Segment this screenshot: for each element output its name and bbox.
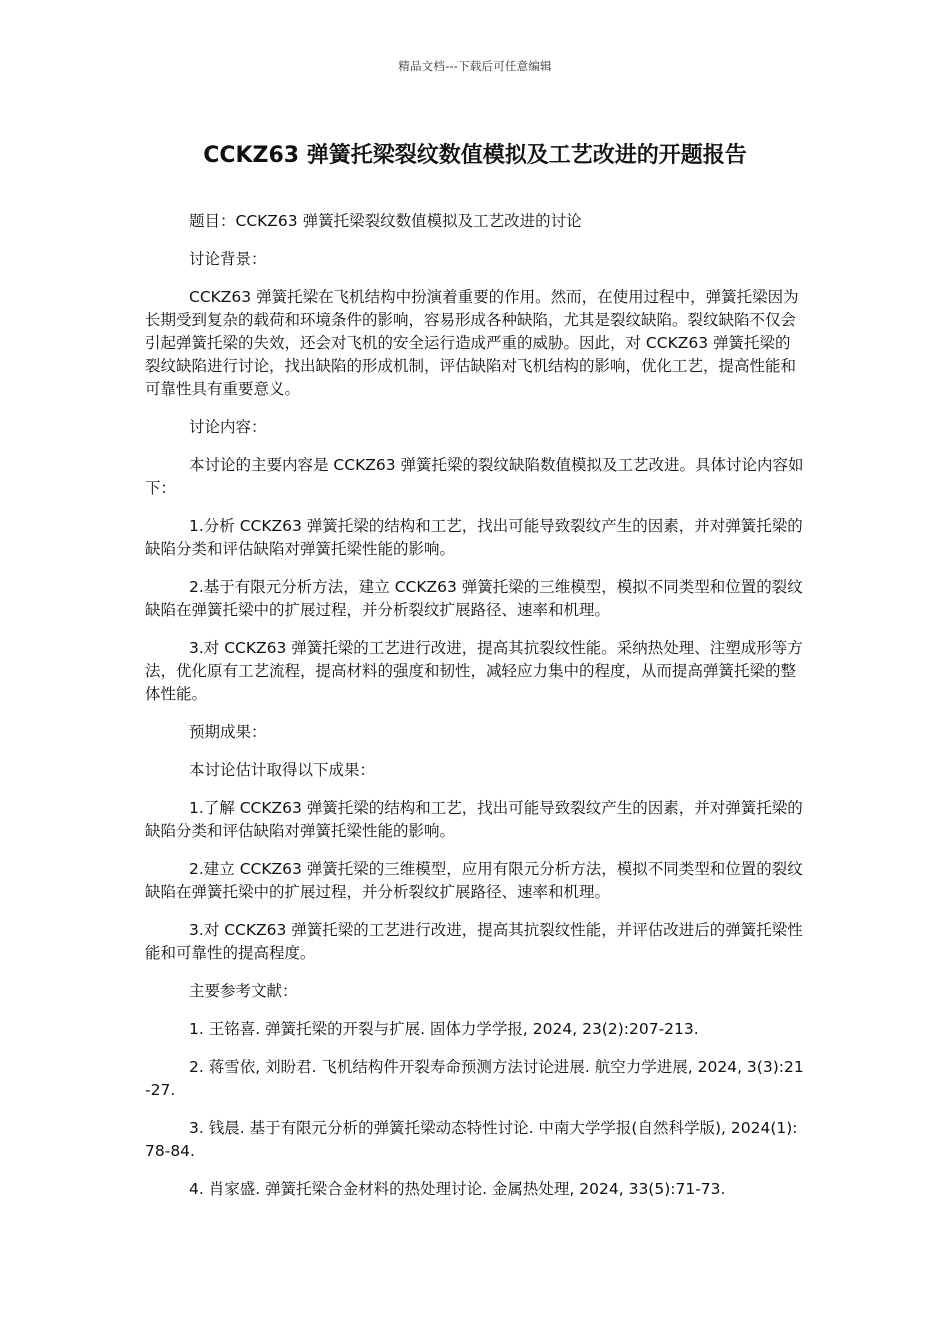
document-title: CCKZ63 弹簧托梁裂纹数值模拟及工艺改进的开题报告: [203, 143, 747, 168]
content-intro-paragraph: 本讨论的主要内容是 CCKZ63 弹簧托梁的裂纹缺陷数值模拟及工艺改进。具体讨论内容如下：: [145, 456, 804, 497]
section-heading-results: 预期成果：: [189, 723, 267, 741]
document-body: [145, 210, 805, 1216]
topic-line: 题目：CCKZ63 弹簧托梁裂纹数值模拟及工艺改进的讨论: [189, 212, 582, 230]
reference-item: 3. 钱晨. 基于有限元分析的弹簧托梁动态特性讨论. 中南大学学报(自然科学版), 2024(1):78-84.: [145, 1119, 798, 1160]
content-item: 2.基于有限元分析方法，建立 CCKZ63 弹簧托梁的三维模型，模拟不同类型和位置的裂纹缺陷在弹簧托梁中的扩展过程，并分析裂纹扩展路径、速率和机理。: [145, 578, 803, 619]
background-paragraph: CCKZ63 弹簧托梁在飞机结构中扮演着重要的作用。然而，在使用过程中，弹簧托梁因为长期受到复杂的载荷和环境条件的影响，容易形成各种缺陷，尤其是裂纹缺陷。裂纹缺陷不仅会引起弹簧托梁的失效，还会对飞机的安全运行造成严重的威胁。因此，对 CCKZ63 弹簧托梁的裂纹缺陷进行讨论，找出缺陷的形成机制，评估缺陷对飞机结构的影响，优化工艺，提高性能和可靠性具有重要意义。: [145, 288, 799, 398]
reference-item: 2. 蒋雪依, 刘盼君. 飞机结构件开裂寿命预测方法讨论进展. 航空力学进展, 2024, 3(3):21-27.: [145, 1058, 804, 1099]
section-heading-background: 讨论背景：: [189, 250, 267, 268]
header-note: 精品文档---下载后可任意编辑: [398, 59, 552, 73]
section-heading-references: 主要参考文献：: [189, 982, 298, 1000]
results-item: 3.对 CCKZ63 弹簧托梁的工艺进行改进，提高其抗裂纹性能，并评估改进后的弹簧托梁性能和可靠性的提高程度。: [145, 921, 803, 962]
section-heading-content: 讨论内容：: [189, 418, 267, 436]
content-item: 3.对 CCKZ63 弹簧托梁的工艺进行改进，提高其抗裂纹性能。采纳热处理、注塑成形等方法，优化原有工艺流程，提高材料的强度和韧性，减轻应力集中的程度，从而提高弹簧托梁的整体性能。: [145, 639, 803, 703]
content-item: 1.分析 CCKZ63 弹簧托梁的结构和工艺，找出可能导致裂纹产生的因素，并对弹簧托梁的缺陷分类和评估缺陷对弹簧托梁性能的影响。: [145, 517, 803, 558]
reference-item: 1. 王铭喜. 弹簧托梁的开裂与扩展. 固体力学学报, 2024, 23(2):207-213.: [189, 1020, 699, 1038]
results-intro-paragraph: 本讨论估计取得以下成果：: [189, 761, 376, 779]
results-item: 1.了解 CCKZ63 弹簧托梁的结构和工艺，找出可能导致裂纹产生的因素，并对弹簧托梁的缺陷分类和评估缺陷对弹簧托梁性能的影响。: [145, 799, 803, 840]
results-item: 2.建立 CCKZ63 弹簧托梁的三维模型，应用有限元分析方法，模拟不同类型和位置的裂纹缺陷在弹簧托梁中的扩展过程，并分析裂纹扩展路径、速率和机理。: [145, 860, 803, 901]
reference-item: 4. 肖家盛. 弹簧托梁合金材料的热处理讨论. 金属热处理, 2024, 33(5):71-73.: [189, 1180, 726, 1198]
